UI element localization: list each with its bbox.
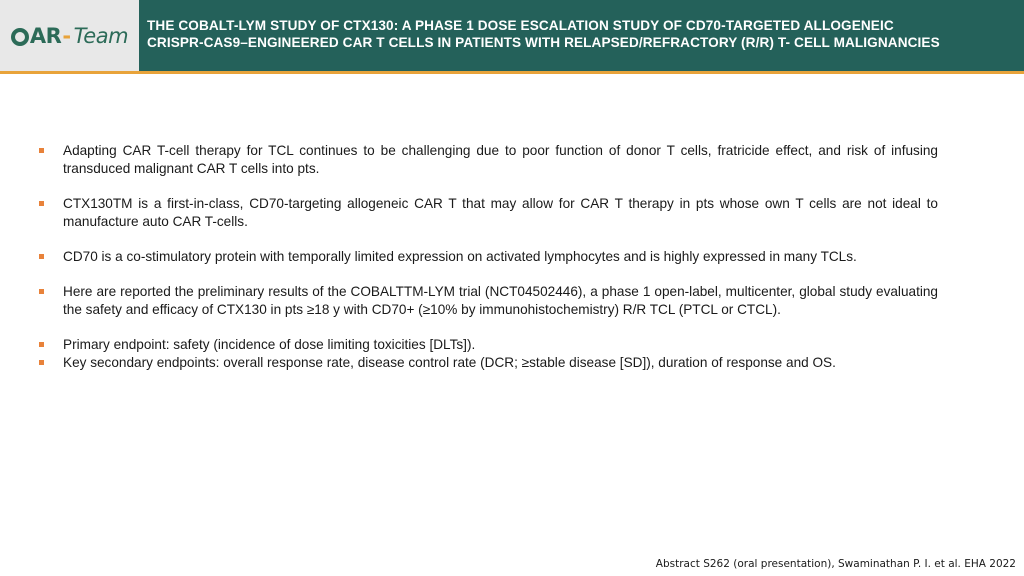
bullet-text: Key secondary endpoints: overall response rate, disease control rate (DCR; ≥stable disease [SD]), duration of response and OS. [63,355,836,370]
bullet-item [38,248,938,266]
bullet-item [38,142,938,178]
logo-box [0,0,139,71]
header-bar [0,0,1024,71]
car-team-logo [11,24,128,48]
logo-ring-icon [11,28,29,46]
bullet-square-icon [39,289,44,294]
bullet-square-icon [39,254,44,259]
bullet-text: Primary endpoint: safety (incidence of dose limiting toxicities [DLTs]). [63,337,476,352]
bullet-square-icon [39,148,44,153]
bullet-item [38,336,938,354]
bullet-text: Here are reported the preliminary results of the COBALTTM-LYM trial (NCT04502446), a phase 1 open-label, multicenter, global study evaluating the safety and efficacy of CTX130 in pts ≥18 y with CD70+ (≥10% by immunohistochemistry) R/R TCL (PTCL or CTCL). [63,284,938,317]
bullet-square-icon [39,360,44,365]
bullet-square-icon [39,201,44,206]
logo-dash: - [62,23,71,48]
bullet-list [38,142,938,372]
slide-title [139,0,1024,71]
bullet-item [38,354,938,372]
bullet-item [38,283,938,319]
bullet-item [38,195,938,231]
bullet-square-icon [39,342,44,347]
bullet-text: Adapting CAR T-cell therapy for TCL continues to be challenging due to poor function of donor T cells, fratricide effect, and risk of infusing transduced malignant CAR T cells into pts. [63,143,938,176]
header-divider [0,71,1024,74]
logo-text-car: AR [29,23,62,48]
slide-title-line-1: THE COBALT-LYM STUDY OF CTX130: A PHASE 1 DOSE ESCALATION STUDY OF CD70-TARGETED ALLOGENEIC [147,18,894,33]
slide-title-line-2: CRISPR-CAS9–ENGINEERED CAR T CELLS IN PATIENTS WITH RELAPSED/REFRACTORY (R/R) T- CELL MALIGNANCIES [147,35,940,50]
footer-citation: Abstract S262 (oral presentation), Swaminathan P. I. et al. EHA 2022 [655,558,1016,570]
bullet-text: CTX130TM is a first-in-class, CD70-targeting allogeneic CAR T that may allow for CAR T therapy in pts whose own T cells are not ideal to manufacture auto CAR T-cells. [63,196,938,229]
bullet-text: CD70 is a co-stimulatory protein with temporally limited expression on activated lymphocytes and is highly expressed in many TCLs. [63,249,857,264]
logo-text-team: Team [73,23,129,48]
